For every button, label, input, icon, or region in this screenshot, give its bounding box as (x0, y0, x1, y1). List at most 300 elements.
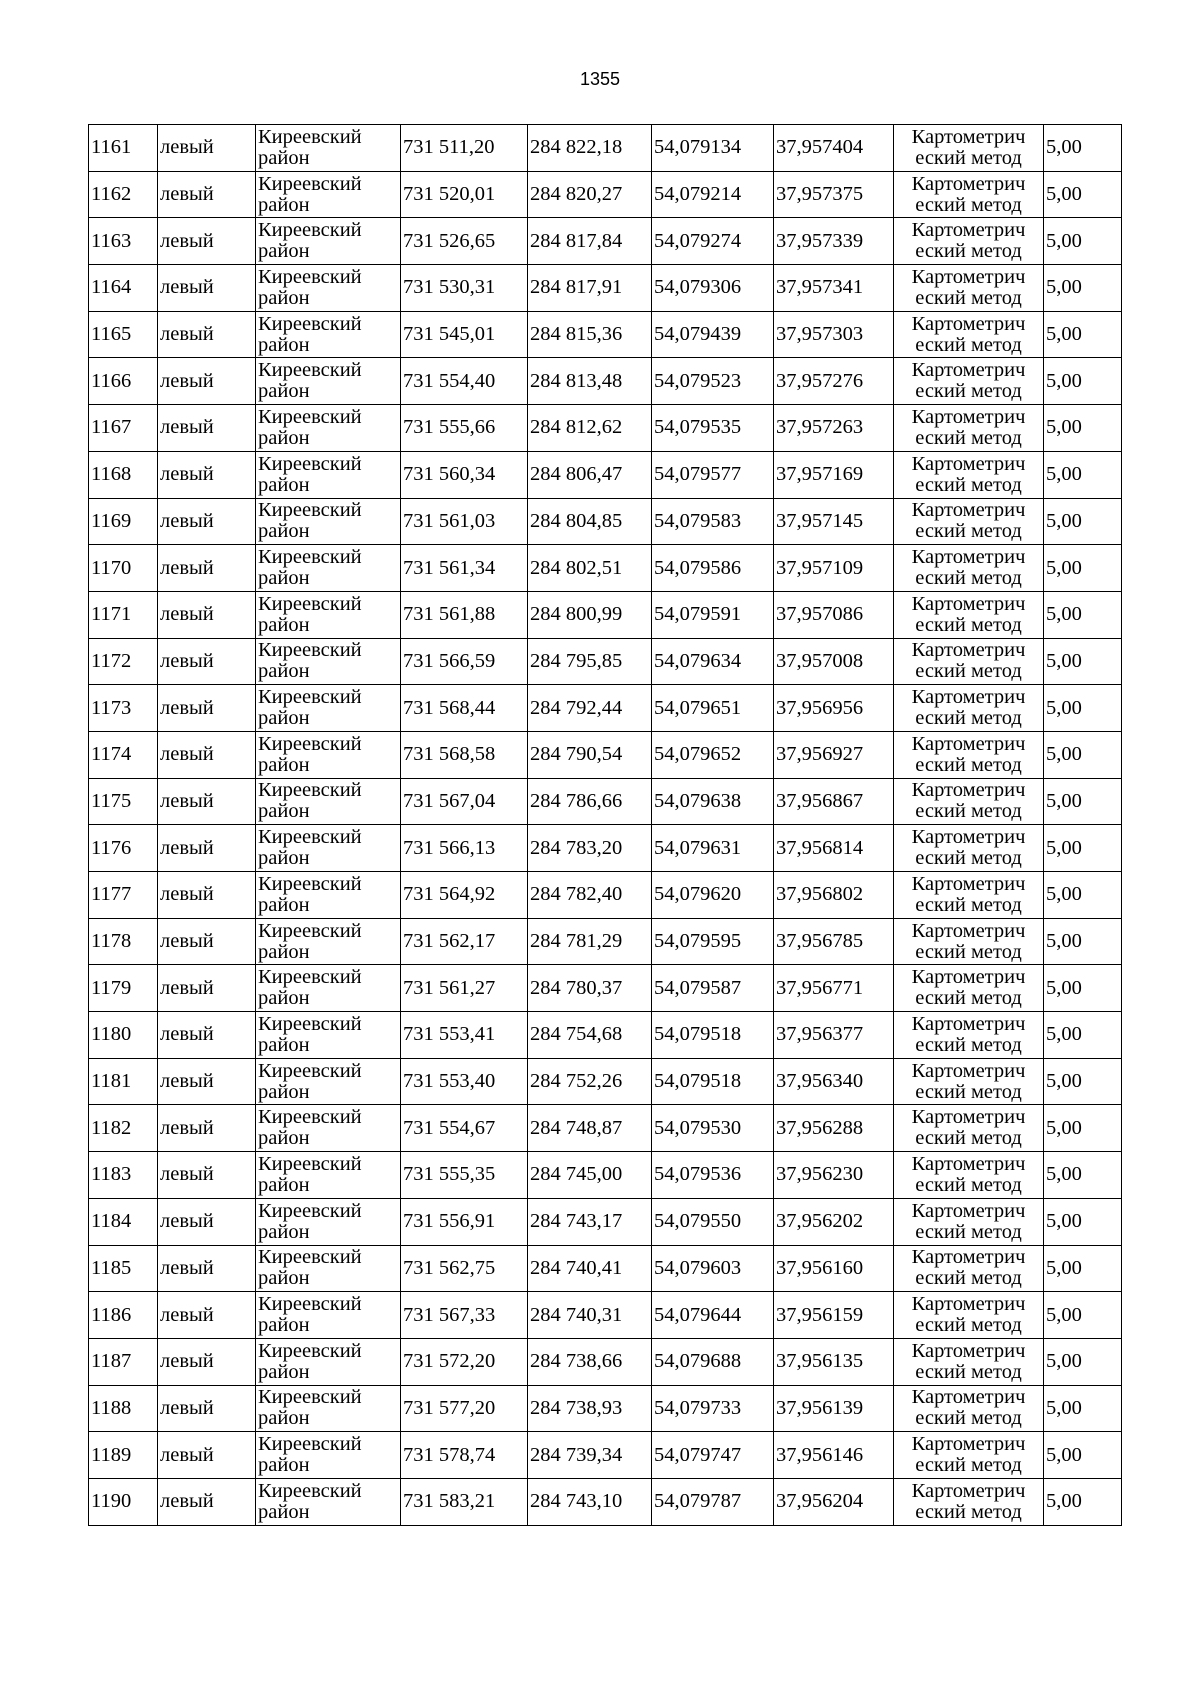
method-line: еский метод (915, 193, 1022, 216)
y-coordinate-cell: 284 804,85 (528, 498, 652, 545)
point-number-cell: 1182 (89, 1105, 158, 1152)
method-line: еский метод (915, 1267, 1022, 1290)
point-number-cell: 1181 (89, 1058, 158, 1105)
side-cell: левый (158, 358, 256, 405)
table-row (89, 1198, 1122, 1245)
longitude-cell: 37,956139 (774, 1385, 894, 1432)
longitude-cell: 37,956377 (774, 1012, 894, 1059)
method-line: Картометрич (911, 546, 1026, 569)
district-line: район (258, 987, 310, 1010)
side-cell: левый (158, 965, 256, 1012)
side-cell: левый (158, 638, 256, 685)
longitude-cell: 37,957276 (774, 358, 894, 405)
district-line: район (258, 1314, 310, 1337)
accuracy-cell: 5,00 (1044, 685, 1122, 732)
latitude-cell: 54,079638 (652, 778, 774, 825)
district-line: район (258, 333, 310, 356)
table-row (89, 218, 1122, 265)
point-number-cell: 1173 (89, 685, 158, 732)
point-number-cell: 1187 (89, 1338, 158, 1385)
method-cell (894, 265, 1044, 312)
method-line: еский метод (915, 847, 1022, 870)
point-number-cell: 1186 (89, 1292, 158, 1339)
side-cell: левый (158, 1105, 256, 1152)
side-cell: левый (158, 1012, 256, 1059)
table-row (89, 1058, 1122, 1105)
district-line: район (258, 1173, 310, 1196)
longitude-cell: 37,956202 (774, 1198, 894, 1245)
district-line: район (258, 940, 310, 963)
district-cell (256, 638, 401, 685)
x-coordinate-cell: 731 561,27 (401, 965, 528, 1012)
side-cell: левый (158, 1478, 256, 1525)
side-cell: левый (158, 1058, 256, 1105)
district-cell (256, 1432, 401, 1479)
method-line: еский метод (915, 380, 1022, 403)
table-row (89, 872, 1122, 919)
latitude-cell: 54,079733 (652, 1385, 774, 1432)
district-line: район (258, 893, 310, 916)
district-line: Киреевский (258, 592, 362, 615)
longitude-cell: 37,957145 (774, 498, 894, 545)
district-line: Киреевский (258, 125, 362, 148)
x-coordinate-cell: 731 578,74 (401, 1432, 528, 1479)
accuracy-cell: 5,00 (1044, 1338, 1122, 1385)
method-line: еский метод (915, 893, 1022, 916)
point-number-cell: 1161 (89, 125, 158, 172)
y-coordinate-cell: 284 817,91 (528, 265, 652, 312)
accuracy-cell: 5,00 (1044, 1012, 1122, 1059)
method-cell (894, 1012, 1044, 1059)
x-coordinate-cell: 731 568,58 (401, 731, 528, 778)
district-cell (256, 171, 401, 218)
method-cell (894, 125, 1044, 172)
district-line: район (258, 380, 310, 403)
x-coordinate-cell: 731 577,20 (401, 1385, 528, 1432)
table-row (89, 545, 1122, 592)
method-line: еский метод (915, 987, 1022, 1010)
district-line: район (258, 193, 310, 216)
district-line: Киреевский (258, 405, 362, 428)
district-cell (256, 311, 401, 358)
district-line: район (258, 1080, 310, 1103)
table-row (89, 1105, 1122, 1152)
table-row (89, 358, 1122, 405)
accuracy-cell: 5,00 (1044, 265, 1122, 312)
method-line: Картометрич (911, 172, 1026, 195)
longitude-cell: 37,957008 (774, 638, 894, 685)
district-line: Киреевский (258, 312, 362, 335)
side-cell: левый (158, 545, 256, 592)
method-cell (894, 1478, 1044, 1525)
method-line: еский метод (915, 753, 1022, 776)
method-line: еский метод (915, 613, 1022, 636)
method-line: еский метод (915, 146, 1022, 169)
table-row (89, 1432, 1122, 1479)
method-line: Картометрич (911, 919, 1026, 942)
method-line: Картометрич (911, 312, 1026, 335)
accuracy-cell: 5,00 (1044, 1432, 1122, 1479)
side-cell: левый (158, 1432, 256, 1479)
table-row (89, 125, 1122, 172)
y-coordinate-cell: 284 743,17 (528, 1198, 652, 1245)
method-cell (894, 918, 1044, 965)
method-cell (894, 638, 1044, 685)
method-line: Картометрич (911, 639, 1026, 662)
accuracy-cell: 5,00 (1044, 1478, 1122, 1525)
method-cell (894, 965, 1044, 1012)
point-number-cell: 1165 (89, 311, 158, 358)
method-cell (894, 451, 1044, 498)
accuracy-cell: 5,00 (1044, 825, 1122, 872)
x-coordinate-cell: 731 520,01 (401, 171, 528, 218)
side-cell: левый (158, 1338, 256, 1385)
table-row (89, 1385, 1122, 1432)
district-line: район (258, 847, 310, 870)
method-line: еский метод (915, 940, 1022, 963)
method-line: Картометрич (911, 405, 1026, 428)
side-cell: левый (158, 1198, 256, 1245)
point-number-cell: 1162 (89, 171, 158, 218)
latitude-cell: 54,079306 (652, 265, 774, 312)
y-coordinate-cell: 284 795,85 (528, 638, 652, 685)
district-cell (256, 1012, 401, 1059)
point-number-cell: 1185 (89, 1245, 158, 1292)
district-cell (256, 1245, 401, 1292)
table-row (89, 638, 1122, 685)
accuracy-cell: 5,00 (1044, 171, 1122, 218)
point-number-cell: 1172 (89, 638, 158, 685)
side-cell: левый (158, 685, 256, 732)
y-coordinate-cell: 284 817,84 (528, 218, 652, 265)
table-row (89, 778, 1122, 825)
x-coordinate-cell: 731 561,34 (401, 545, 528, 592)
district-line: район (258, 1033, 310, 1056)
method-cell (894, 498, 1044, 545)
district-cell (256, 405, 401, 452)
y-coordinate-cell: 284 738,66 (528, 1338, 652, 1385)
method-line: еский метод (915, 1454, 1022, 1477)
method-line: еский метод (915, 520, 1022, 543)
district-line: район (258, 800, 310, 823)
district-line: Киреевский (258, 172, 362, 195)
latitude-cell: 54,079591 (652, 591, 774, 638)
method-cell (894, 1385, 1044, 1432)
y-coordinate-cell: 284 786,66 (528, 778, 652, 825)
x-coordinate-cell: 731 555,66 (401, 405, 528, 452)
district-line: Киреевский (258, 1479, 362, 1502)
method-cell (894, 778, 1044, 825)
method-line: Картометрич (911, 1012, 1026, 1035)
district-cell (256, 498, 401, 545)
side-cell: левый (158, 778, 256, 825)
longitude-cell: 37,956771 (774, 965, 894, 1012)
method-line: еский метод (915, 286, 1022, 309)
longitude-cell: 37,956204 (774, 1478, 894, 1525)
method-line: Картометрич (911, 125, 1026, 148)
district-line: район (258, 707, 310, 730)
accuracy-cell: 5,00 (1044, 545, 1122, 592)
y-coordinate-cell: 284 743,10 (528, 1478, 652, 1525)
district-line: Киреевский (258, 686, 362, 709)
point-number-cell: 1174 (89, 731, 158, 778)
district-line: район (258, 240, 310, 263)
district-line: район (258, 660, 310, 683)
method-cell (894, 1432, 1044, 1479)
method-cell (894, 731, 1044, 778)
x-coordinate-cell: 731 566,59 (401, 638, 528, 685)
table-row (89, 451, 1122, 498)
table-row (89, 1152, 1122, 1199)
method-cell (894, 1058, 1044, 1105)
method-line: еский метод (915, 240, 1022, 263)
district-line: район (258, 1454, 310, 1477)
x-coordinate-cell: 731 562,75 (401, 1245, 528, 1292)
x-coordinate-cell: 731 555,35 (401, 1152, 528, 1199)
district-line: район (258, 1127, 310, 1150)
point-number-cell: 1178 (89, 918, 158, 965)
latitude-cell: 54,079652 (652, 731, 774, 778)
table-row (89, 825, 1122, 872)
latitude-cell: 54,079787 (652, 1478, 774, 1525)
y-coordinate-cell: 284 800,99 (528, 591, 652, 638)
table-row (89, 498, 1122, 545)
table-row (89, 311, 1122, 358)
side-cell: левый (158, 918, 256, 965)
method-cell (894, 545, 1044, 592)
latitude-cell: 54,079634 (652, 638, 774, 685)
method-line: еский метод (915, 1173, 1022, 1196)
latitude-cell: 54,079688 (652, 1338, 774, 1385)
method-cell (894, 171, 1044, 218)
district-line: район (258, 146, 310, 169)
accuracy-cell: 5,00 (1044, 1105, 1122, 1152)
latitude-cell: 54,079583 (652, 498, 774, 545)
accuracy-cell: 5,00 (1044, 498, 1122, 545)
x-coordinate-cell: 731 561,88 (401, 591, 528, 638)
method-line: еский метод (915, 707, 1022, 730)
district-line: Киреевский (258, 265, 362, 288)
latitude-cell: 54,079439 (652, 311, 774, 358)
method-line: еский метод (915, 1127, 1022, 1150)
x-coordinate-cell: 731 526,65 (401, 218, 528, 265)
method-cell (894, 872, 1044, 919)
district-cell (256, 358, 401, 405)
point-number-cell: 1180 (89, 1012, 158, 1059)
longitude-cell: 37,956802 (774, 872, 894, 919)
y-coordinate-cell: 284 802,51 (528, 545, 652, 592)
x-coordinate-cell: 731 583,21 (401, 1478, 528, 1525)
accuracy-cell: 5,00 (1044, 965, 1122, 1012)
table-row (89, 918, 1122, 965)
method-line: Картометрич (911, 1246, 1026, 1269)
district-line: район (258, 1267, 310, 1290)
method-line: еский метод (915, 1220, 1022, 1243)
longitude-cell: 37,957086 (774, 591, 894, 638)
point-number-cell: 1175 (89, 778, 158, 825)
side-cell: левый (158, 498, 256, 545)
method-cell (894, 1245, 1044, 1292)
point-number-cell: 1168 (89, 451, 158, 498)
method-line: Картометрич (911, 1059, 1026, 1082)
latitude-cell: 54,079550 (652, 1198, 774, 1245)
point-number-cell: 1170 (89, 545, 158, 592)
longitude-cell: 37,957169 (774, 451, 894, 498)
x-coordinate-cell: 731 567,04 (401, 778, 528, 825)
district-cell (256, 218, 401, 265)
longitude-cell: 37,956867 (774, 778, 894, 825)
table-row (89, 1292, 1122, 1339)
accuracy-cell: 5,00 (1044, 918, 1122, 965)
point-number-cell: 1171 (89, 591, 158, 638)
table-row (89, 1245, 1122, 1292)
longitude-cell: 37,956135 (774, 1338, 894, 1385)
y-coordinate-cell: 284 812,62 (528, 405, 652, 452)
district-cell (256, 918, 401, 965)
method-cell (894, 1338, 1044, 1385)
y-coordinate-cell: 284 783,20 (528, 825, 652, 872)
y-coordinate-cell: 284 754,68 (528, 1012, 652, 1059)
x-coordinate-cell: 731 530,31 (401, 265, 528, 312)
district-line: Киреевский (258, 1152, 362, 1175)
method-line: еский метод (915, 426, 1022, 449)
district-cell (256, 451, 401, 498)
x-coordinate-cell: 731 554,67 (401, 1105, 528, 1152)
side-cell: левый (158, 171, 256, 218)
longitude-cell: 37,956160 (774, 1245, 894, 1292)
district-line: Киреевский (258, 966, 362, 989)
table-row (89, 171, 1122, 218)
latitude-cell: 54,079587 (652, 965, 774, 1012)
longitude-cell: 37,956927 (774, 731, 894, 778)
latitude-cell: 54,079620 (652, 872, 774, 919)
accuracy-cell: 5,00 (1044, 591, 1122, 638)
district-line: Киреевский (258, 499, 362, 522)
longitude-cell: 37,957263 (774, 405, 894, 452)
side-cell: левый (158, 451, 256, 498)
longitude-cell: 37,956956 (774, 685, 894, 732)
table-row (89, 591, 1122, 638)
latitude-cell: 54,079523 (652, 358, 774, 405)
point-number-cell: 1177 (89, 872, 158, 919)
latitude-cell: 54,079530 (652, 1105, 774, 1152)
district-line: район (258, 1220, 310, 1243)
latitude-cell: 54,079134 (652, 125, 774, 172)
side-cell: левый (158, 872, 256, 919)
point-number-cell: 1169 (89, 498, 158, 545)
latitude-cell: 54,079536 (652, 1152, 774, 1199)
method-line: Картометрич (911, 1152, 1026, 1175)
method-line: еский метод (915, 1080, 1022, 1103)
district-cell (256, 825, 401, 872)
longitude-cell: 37,957404 (774, 125, 894, 172)
latitude-cell: 54,079631 (652, 825, 774, 872)
district-cell (256, 1478, 401, 1525)
side-cell: левый (158, 405, 256, 452)
district-cell (256, 265, 401, 312)
method-line: Картометрич (911, 219, 1026, 242)
method-cell (894, 1198, 1044, 1245)
method-line: еский метод (915, 567, 1022, 590)
y-coordinate-cell: 284 792,44 (528, 685, 652, 732)
y-coordinate-cell: 284 739,34 (528, 1432, 652, 1479)
longitude-cell: 37,957109 (774, 545, 894, 592)
side-cell: левый (158, 825, 256, 872)
method-line: Картометрич (911, 592, 1026, 615)
side-cell: левый (158, 125, 256, 172)
method-line: Картометрич (911, 872, 1026, 895)
x-coordinate-cell: 731 568,44 (401, 685, 528, 732)
y-coordinate-cell: 284 781,29 (528, 918, 652, 965)
y-coordinate-cell: 284 748,87 (528, 1105, 652, 1152)
district-cell (256, 1338, 401, 1385)
side-cell: левый (158, 731, 256, 778)
district-line: район (258, 1360, 310, 1383)
accuracy-cell: 5,00 (1044, 218, 1122, 265)
district-line: район (258, 286, 310, 309)
y-coordinate-cell: 284 790,54 (528, 731, 652, 778)
accuracy-cell: 5,00 (1044, 125, 1122, 172)
latitude-cell: 54,079214 (652, 171, 774, 218)
latitude-cell: 54,079535 (652, 405, 774, 452)
x-coordinate-cell: 731 545,01 (401, 311, 528, 358)
district-line: район (258, 520, 310, 543)
district-cell (256, 1292, 401, 1339)
x-coordinate-cell: 731 560,34 (401, 451, 528, 498)
district-cell (256, 778, 401, 825)
side-cell: левый (158, 1152, 256, 1199)
district-line: Киреевский (258, 1386, 362, 1409)
method-line: еский метод (915, 1314, 1022, 1337)
point-number-cell: 1176 (89, 825, 158, 872)
y-coordinate-cell: 284 738,93 (528, 1385, 652, 1432)
latitude-cell: 54,079577 (652, 451, 774, 498)
y-coordinate-cell: 284 740,41 (528, 1245, 652, 1292)
point-number-cell: 1189 (89, 1432, 158, 1479)
table-row (89, 1012, 1122, 1059)
method-cell (894, 311, 1044, 358)
district-line: район (258, 426, 310, 449)
latitude-cell: 54,079586 (652, 545, 774, 592)
accuracy-cell: 5,00 (1044, 1292, 1122, 1339)
longitude-cell: 37,956814 (774, 825, 894, 872)
district-line: Киреевский (258, 219, 362, 242)
x-coordinate-cell: 731 564,92 (401, 872, 528, 919)
accuracy-cell: 5,00 (1044, 311, 1122, 358)
district-line: район (258, 753, 310, 776)
side-cell: левый (158, 591, 256, 638)
district-cell (256, 591, 401, 638)
district-line: Киреевский (258, 452, 362, 475)
x-coordinate-cell: 731 511,20 (401, 125, 528, 172)
side-cell: левый (158, 1245, 256, 1292)
side-cell: левый (158, 311, 256, 358)
accuracy-cell: 5,00 (1044, 731, 1122, 778)
district-line: район (258, 473, 310, 496)
side-cell: левый (158, 1385, 256, 1432)
method-line: Картометрич (911, 1386, 1026, 1409)
accuracy-cell: 5,00 (1044, 358, 1122, 405)
y-coordinate-cell: 284 813,48 (528, 358, 652, 405)
district-line: Киреевский (258, 1106, 362, 1129)
district-line: район (258, 567, 310, 590)
district-line: Киреевский (258, 1246, 362, 1269)
coordinates-table (88, 124, 1122, 1526)
district-line: Киреевский (258, 639, 362, 662)
longitude-cell: 37,956288 (774, 1105, 894, 1152)
district-cell (256, 1058, 401, 1105)
method-line: Картометрич (911, 499, 1026, 522)
